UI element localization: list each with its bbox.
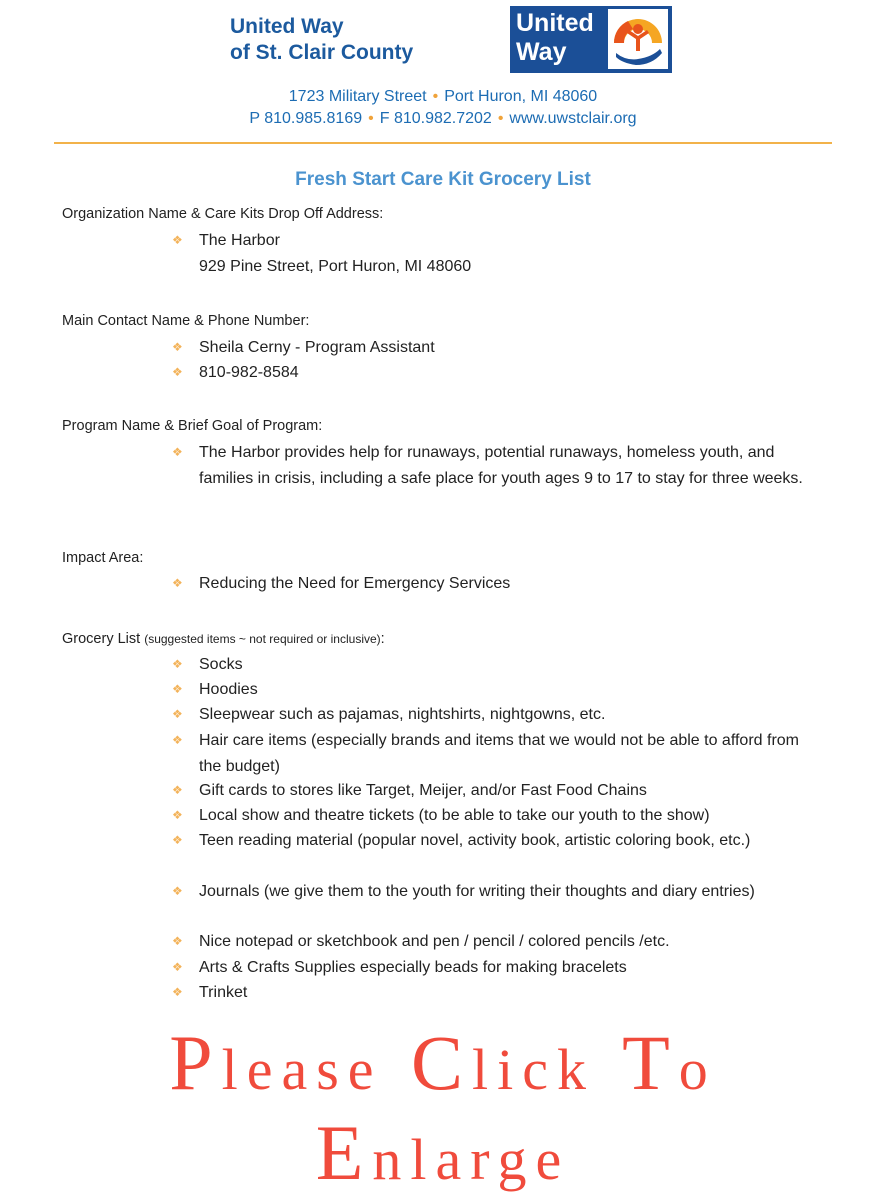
city-state-zip: Port Huron, MI 48060 xyxy=(444,88,598,105)
section-label-contact: Main Contact Name & Phone Number: xyxy=(62,313,310,329)
banner-initial: C xyxy=(411,1019,473,1106)
list-item: ❖ Socks xyxy=(199,652,829,678)
banner-initial: E xyxy=(315,1109,373,1196)
united-way-hand-icon xyxy=(608,9,668,69)
list-item: ❖ Arts & Crafts Supplies especially beads for making bracelets xyxy=(199,955,829,981)
logo-text-line1: United xyxy=(516,9,594,37)
grocery-colon: : xyxy=(380,631,385,647)
list-item: ❖ Trinket xyxy=(199,980,829,1006)
banner-rest: o xyxy=(678,1037,717,1102)
click-to-enlarge-banner-line1[interactable] xyxy=(0,1019,886,1106)
united-way-logo xyxy=(510,6,672,73)
list-item: ❖ Sheila Cerny - Program Assistant xyxy=(199,335,829,361)
banner-initial: T xyxy=(622,1019,679,1106)
address-line xyxy=(0,87,886,107)
org-name xyxy=(230,14,413,66)
list-item: ❖ 810-982-8584 xyxy=(199,360,829,386)
section-label-program: Program Name & Brief Goal of Program: xyxy=(62,418,323,434)
grocery-label: Grocery List xyxy=(62,631,141,647)
banner-word xyxy=(411,1019,595,1106)
section-label-impact: Impact Area: xyxy=(62,550,144,566)
section-label-organization: Organization Name & Care Kits Drop Off Address: xyxy=(62,206,384,222)
page-title: Fresh Start Care Kit Grocery List xyxy=(295,169,591,190)
list-item: ❖ Nice notepad or sketchbook and pen / pencil / colored pencils /etc. xyxy=(199,929,829,955)
org-address-value: 929 Pine Street, Port Huron, MI 48060 xyxy=(199,257,472,275)
separator-dot: • xyxy=(432,88,439,105)
banner-rest: lick xyxy=(472,1037,596,1102)
org-name-line1: United Way xyxy=(230,15,344,38)
list-item: ❖ Hoodies xyxy=(199,677,829,703)
street-address: 1723 Military Street xyxy=(288,88,427,105)
click-to-enlarge-banner-line2[interactable] xyxy=(0,1109,886,1196)
banner-word xyxy=(622,1019,717,1106)
logo-text-line2: Way xyxy=(516,38,567,66)
separator-dot: • xyxy=(497,110,504,127)
separator-dot: • xyxy=(368,110,374,127)
list-item xyxy=(199,228,829,279)
grocery-note: (suggested items ~ not required or inclusive) xyxy=(144,632,381,646)
section-label-grocery xyxy=(62,631,385,647)
list-item: ❖ Journals (we give them to the youth for writing their thoughts and diary entries) xyxy=(199,879,799,905)
banner-word xyxy=(169,1019,382,1106)
phone-line xyxy=(0,109,886,129)
list-item: ❖ Reducing the Need for Emergency Services xyxy=(199,571,829,597)
banner-initial: P xyxy=(169,1019,222,1106)
website-link[interactable]: www.uwstclair.org xyxy=(509,110,637,127)
list-item: ❖ Local show and theatre tickets (to be able to take our youth to the show) xyxy=(199,803,829,829)
list-item: ❖ The Harbor provides help for runaways, potential runaways, homeless youth, and families in crisis, including a safe place for youth ages 9 to 17 to stay for three weeks. xyxy=(199,440,827,491)
banner-word xyxy=(316,1109,571,1196)
banner-rest: lease xyxy=(221,1037,383,1102)
fax-number: F 810.982.7202 xyxy=(379,110,492,127)
list-item: ❖ Teen reading material (popular novel, activity book, artistic coloring book, etc.) xyxy=(199,828,814,854)
phone-number: P 810.985.8169 xyxy=(249,110,363,127)
list-item: ❖ Sleepwear such as pajamas, nightshirts, nightgowns, etc. xyxy=(199,702,829,728)
list-item: ❖ Gift cards to stores like Target, Meijer, and/or Fast Food Chains xyxy=(199,778,829,804)
org-name-value: ❖ The Harbor xyxy=(199,232,280,249)
list-item: ❖ Hair care items (especially brands and items that we would not be able to afford from the budget) xyxy=(199,728,819,779)
org-name-line2: of St. Clair County xyxy=(230,41,414,64)
logo-text xyxy=(516,9,594,67)
header-divider xyxy=(54,142,832,144)
banner-rest: nlarge xyxy=(372,1127,571,1192)
